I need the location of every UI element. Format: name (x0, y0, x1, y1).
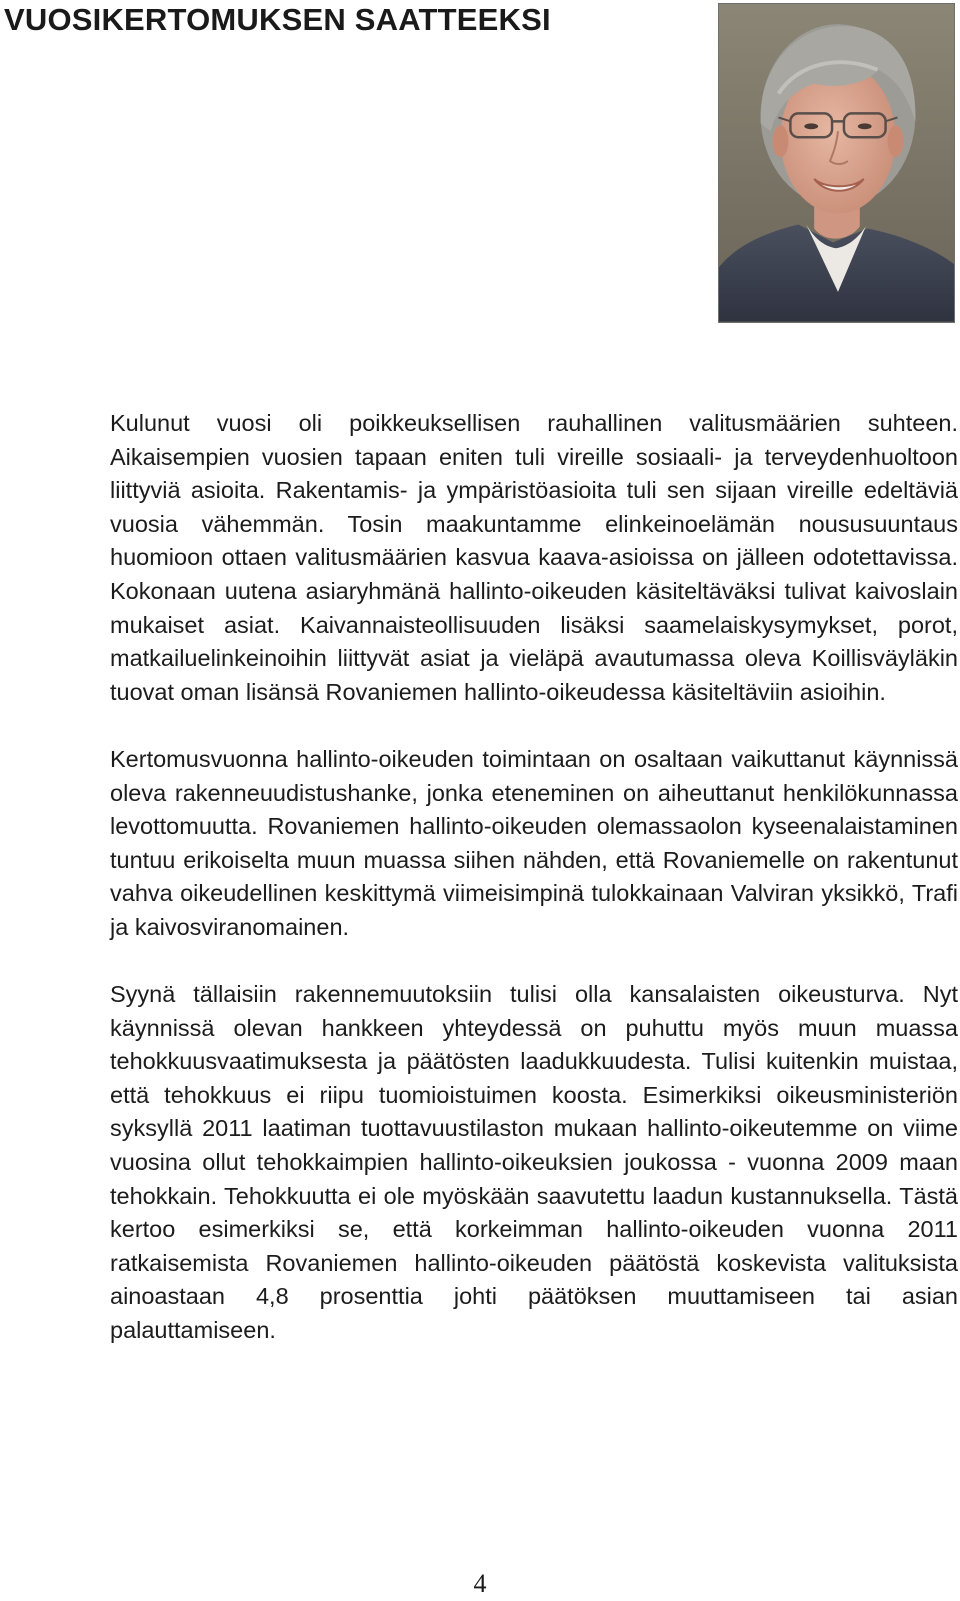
paragraph-2: Kertomusvuonna hallinto-oikeuden toimintaan on osaltaan vaikuttanut käynnissä oleva rakenneuudistushanke, jonka eteneminen on aiheuttanut henkilökunnassa levottomuutta. Rovaniemen hallinto-oikeuden olemassaolon kyseenalaistaminen tuntuu erikoiselta muun muassa siihen nähden, että Rovaniemelle on rakentunut vahva oikeudellinen keskittymä viimeisimpinä tulokkainaan Valviran yksikkö, Trafi ja kaivosviranomainen. (110, 745, 958, 940)
paragraph-1: Kulunut vuosi oli poikkeuksellisen rauhallinen valitusmäärien suhteen. Aikaisempien vuosien tapaan eniten tuli vireille sosiaali- ja terveydenhuoltoon liittyviä asioita. Rakentamis- ja ympäristöasioita tuli sen sijaan vireille edeltäviä vuosia vähemmän. Tosin maakuntamme elinkeinoelämän noususuuntaus huomioon ottaen valitusmäärien kasvua kaava-asioissa on jälleen odotettavissa. Kokonaan uutena asiaryhmänä hallinto-oikeuden käsiteltäväksi tulivat kaivoslain mukaiset asiat. Kaivannaisteollisuuden lisäksi saamelaiskysymykset, porot, matkailuelinkeinoihin liittyvät asiat ja vieläpä avautumassa oleva Koillisväyläkin tuovat oman lisänsä Rovaniemen hallinto-oikeudessa käsiteltäviin asioihin. (110, 410, 958, 705)
body-text (110, 407, 958, 1381)
page-title: VUOSIKERTOMUKSEN SAATTEEKSI (4, 2, 551, 37)
page-number: 4 (473, 1569, 487, 1598)
paragraph-3: Syynä tällaisiin rakennemuutoksiin tulisi olla kansalaisten oikeusturva. Nyt käynnissä olevan hankkeen yhteydessä on puhuttu myös muun muassa tehokkuusvaatimuksesta ja päätösten laadukkuudesta. Tulisi kuitenkin muistaa, että tehokkuus ei riipu tuomioistuimen koosta. Esimerkiksi oikeusministeriön syksyllä 2011 laatiman tuottavuustilaston mukaan hallinto-oikeutemme on viime vuosina ollut tehokkaimpien hallinto-oikeuksien joukossa - vuonna 2009 maan tehokkain. Tehokkuutta ei ole myöskään saavutettu laadun kustannuksella. Tästä kertoo esimerkiksi se, että korkeimman hallinto-oikeuden vuonna 2011 ratkaisemista Rovaniemen hallinto-oikeuden päätöstä koskevista valituksista ainoastaan 4,8 prosenttia johti päätöksen muuttamiseen tai asian palauttamiseen. (110, 981, 958, 1344)
person-portrait-icon (719, 4, 954, 322)
portrait-photo (718, 3, 955, 323)
